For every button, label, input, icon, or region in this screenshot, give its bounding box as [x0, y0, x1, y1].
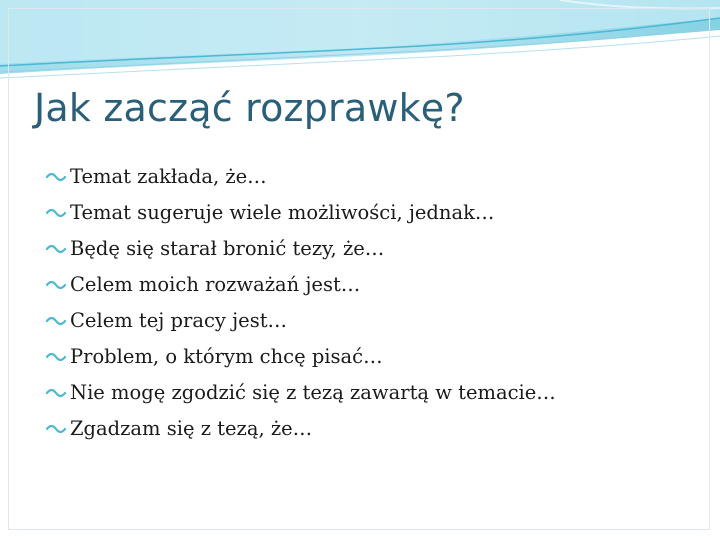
list-item: [44, 194, 556, 230]
wave-bullet-icon: [44, 420, 70, 438]
slide-title: Jak zacząć rozprawkę?: [34, 86, 465, 130]
bullet-list: [44, 158, 556, 446]
bullet-text: Będę się starał bronić tezy, że…: [70, 236, 385, 260]
wave-bullet-icon: [44, 240, 70, 258]
wave-bullet-icon: [44, 312, 70, 330]
list-item: [44, 338, 556, 374]
wave-bullet-icon: [44, 168, 70, 186]
wave-bullet-icon: [44, 348, 70, 366]
list-item: [44, 374, 556, 410]
decorative-wave-header: [0, 0, 720, 90]
list-item: [44, 410, 556, 446]
bullet-text: Temat zakłada, że…: [70, 164, 267, 188]
bullet-text: Celem moich rozważań jest…: [70, 272, 361, 296]
bullet-text: Problem, o którym chcę pisać…: [70, 344, 383, 368]
list-item: [44, 302, 556, 338]
list-item: [44, 158, 556, 194]
bullet-text: Celem tej pracy jest…: [70, 308, 288, 332]
wave-bullet-icon: [44, 276, 70, 294]
bullet-text: Nie mogę zgodzić się z tezą zawartą w temacie…: [70, 380, 556, 404]
list-item: [44, 230, 556, 266]
wave-bullet-icon: [44, 204, 70, 222]
bullet-text: Zgadzam się z tezą, że…: [70, 416, 313, 440]
bullet-text: Temat sugeruje wiele możliwości, jednak…: [70, 200, 495, 224]
list-item: [44, 266, 556, 302]
wave-bullet-icon: [44, 384, 70, 402]
